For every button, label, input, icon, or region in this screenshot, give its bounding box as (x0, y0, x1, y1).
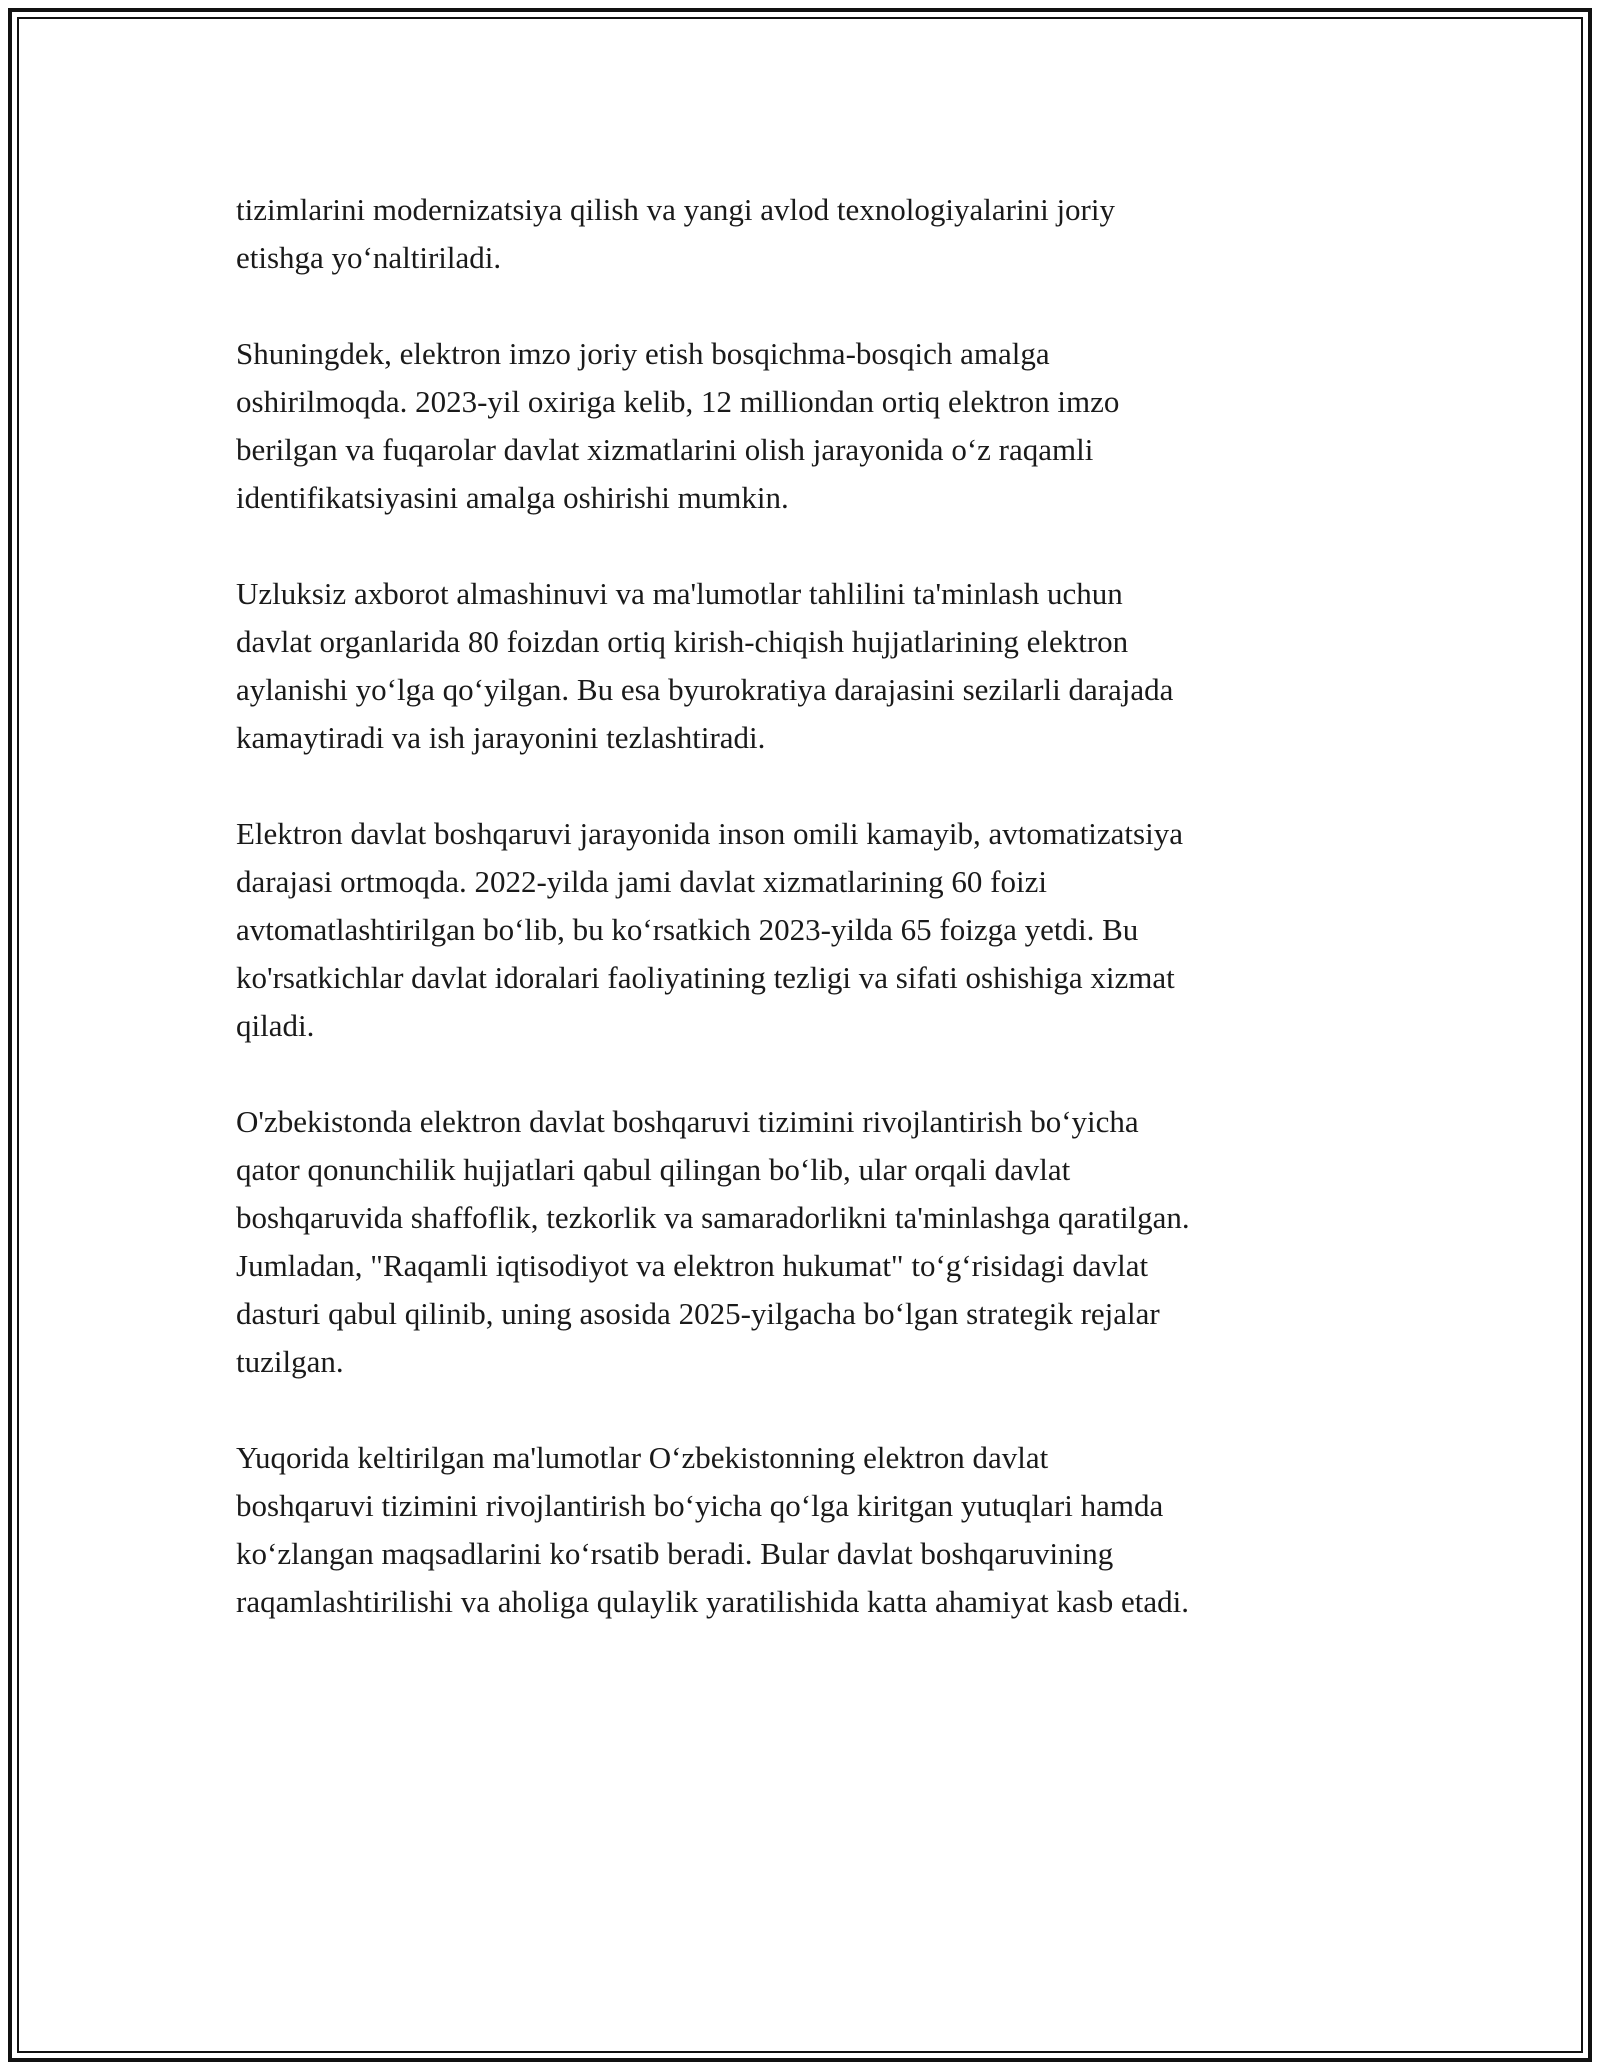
paragraph-2: Shuningdek, elektron imzo joriy etish bosqichma-bosqich amalga oshirilmoqda. 2023-yil oxiriga kelib, 12 milliondan ortiq elektron imzo berilgan va fuqarolar davlat xizmatlarini olish jarayonida o‘z raqamli identifikatsiyasini amalga oshirishi mumkin. (236, 336, 1120, 515)
paragraph-3: Uzluksiz axborot almashinuvi va ma'lumotlar tahlilini ta'minlash uchun davlat organlarida 80 foizdan ortiq kirish-chiqish hujjatlarining elektron aylanishi yo‘lga qo‘yilgan. Bu esa byurokratiya darajasini sezilarli darajada kamaytiradi va ish jarayonini tezlashtiradi. (236, 576, 1174, 755)
paragraph-4: Elektron davlat boshqaruvi jarayonida inson omili kamayib, avtomatizatsiya darajasi ortmoqda. 2022-yilda jami davlat xizmatlarining 60 foizi avtomatlashtirilgan bo‘lib, bu ko‘rsatkich 2023-yilda 65 foizga yetdi. Bu ko'rsatkichlar davlat idoralari faoliyatining tezligi va sifati oshishiga xizmat qiladi. (236, 816, 1183, 1043)
paragraph-5: O'zbekistonda elektron davlat boshqaruvi tizimini rivojlantirish bo‘yicha qator qonunchilik hujjatlari qabul qilingan bo‘lib, ular orqali davlat boshqaruvida shaffoflik, tezkorlik va samaradorlikni ta'minlashga qaratilgan. Jumladan, "Raqamli iqtisodiyot va elektron hukumat" to‘g‘risidagi davlat dasturi qabul qilinib, uning asosida 2025-yilgacha bo‘lgan strategik rejalar tuzilgan. (236, 1104, 1190, 1379)
paragraph-1: tizimlarini modernizatsiya qilish va yangi avlod texnologiyalarini joriy etishga yo‘naltiriladi. (236, 192, 1115, 275)
paragraph-6: Yuqorida keltirilgan ma'lumotlar O‘zbekistonning elektron davlat boshqaruvi tizimini rivojlantirish bo‘yicha qo‘lga kiritgan yutuqlari hamda ko‘zlangan maqsadlarini ko‘rsatib beradi. Bular davlat boshqaruvining raqamlashtirilishi va aholiga qulaylik yaratilishida katta ahamiyat kasb etadi. (236, 1440, 1189, 1619)
document-body (236, 186, 1376, 1674)
